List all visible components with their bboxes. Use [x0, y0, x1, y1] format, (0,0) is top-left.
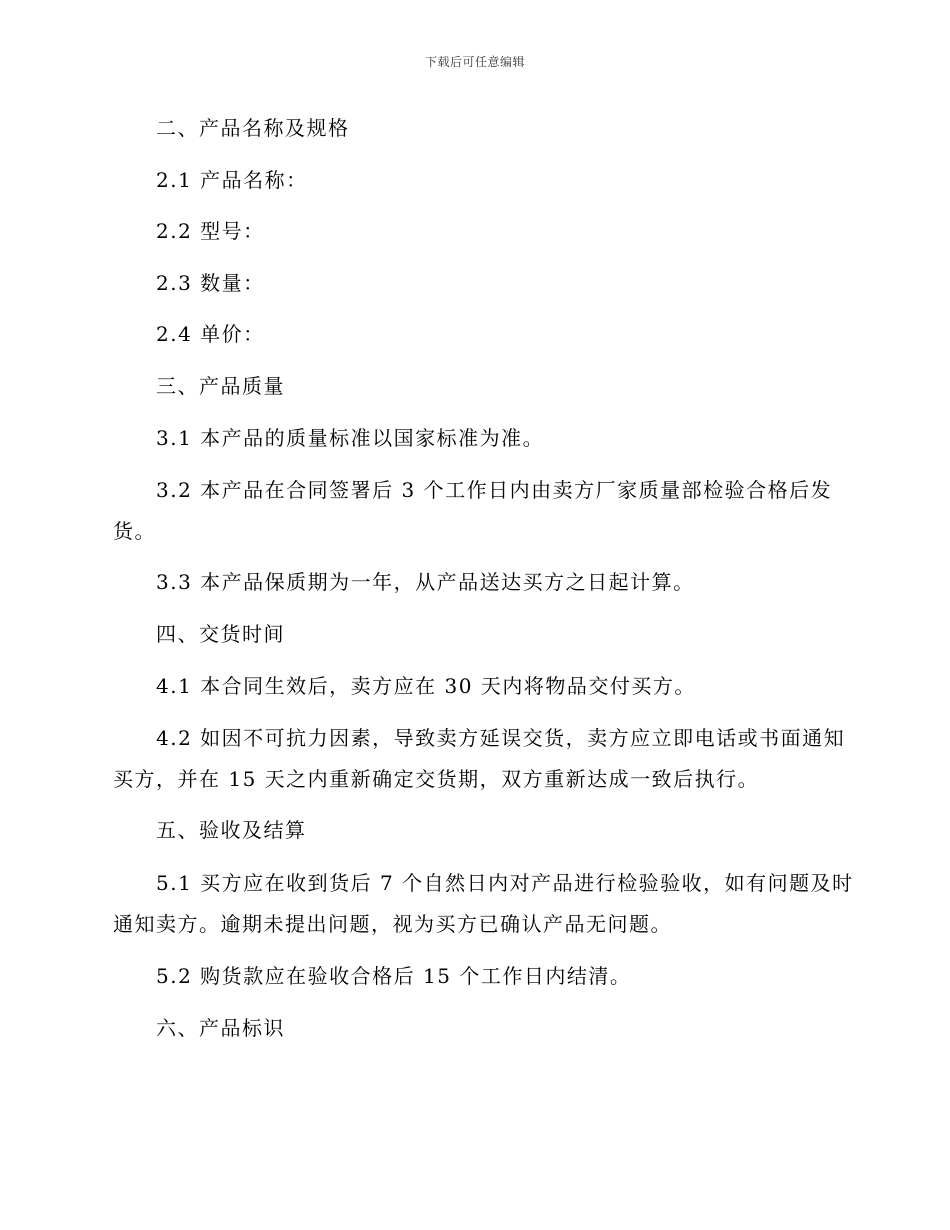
item-5-1-line-1: 5.1 买方应在收到货后 7 个自然日内对产品进行检验验收，如有问题及时 — [156, 871, 854, 895]
item-4-2-line-1: 4.2 如因不可抗力因素，导致卖方延误交货，卖方应立即电话或书面通知 — [156, 726, 846, 750]
item-2-2: 2.2 型号： — [156, 219, 265, 243]
item-4-1: 4.1 本合同生效后，卖方应在 30 天内将物品交付买方。 — [156, 674, 696, 698]
section-2-heading: 二、产品名称及规格 — [156, 116, 350, 140]
item-3-1: 3.1 本产品的质量标准以国家标准为准。 — [156, 426, 545, 450]
item-2-3: 2.3 数量： — [156, 271, 265, 295]
item-5-1-line-2: 通知卖方。逾期未提出问题，视为买方已确认产品无问题。 — [113, 912, 672, 936]
item-5-2: 5.2 购货款应在验收合格后 15 个工作日内结清。 — [156, 964, 632, 988]
page-header-note: 下载后可任意编辑 — [424, 55, 525, 69]
item-3-3: 3.3 本产品保质期为一年，从产品送达买方之日起计算。 — [156, 570, 695, 594]
item-3-2-line-1: 3.2 本产品在合同签署后 3 个工作日内由卖方厂家质量部检验合格后发 — [156, 478, 833, 502]
section-6-heading: 六、产品标识 — [156, 1016, 285, 1040]
section-3-heading: 三、产品质量 — [156, 374, 285, 398]
section-5-heading: 五、验收及结算 — [156, 818, 307, 842]
item-2-1: 2.1 产品名称： — [156, 168, 308, 192]
item-3-2-line-2: 货。 — [113, 519, 156, 543]
section-4-heading: 四、交货时间 — [156, 622, 285, 646]
item-4-2-line-2: 买方，并在 15 天之内重新确定交货期，双方重新达成一致后执行。 — [113, 767, 760, 791]
item-2-4: 2.4 单价： — [156, 322, 265, 346]
